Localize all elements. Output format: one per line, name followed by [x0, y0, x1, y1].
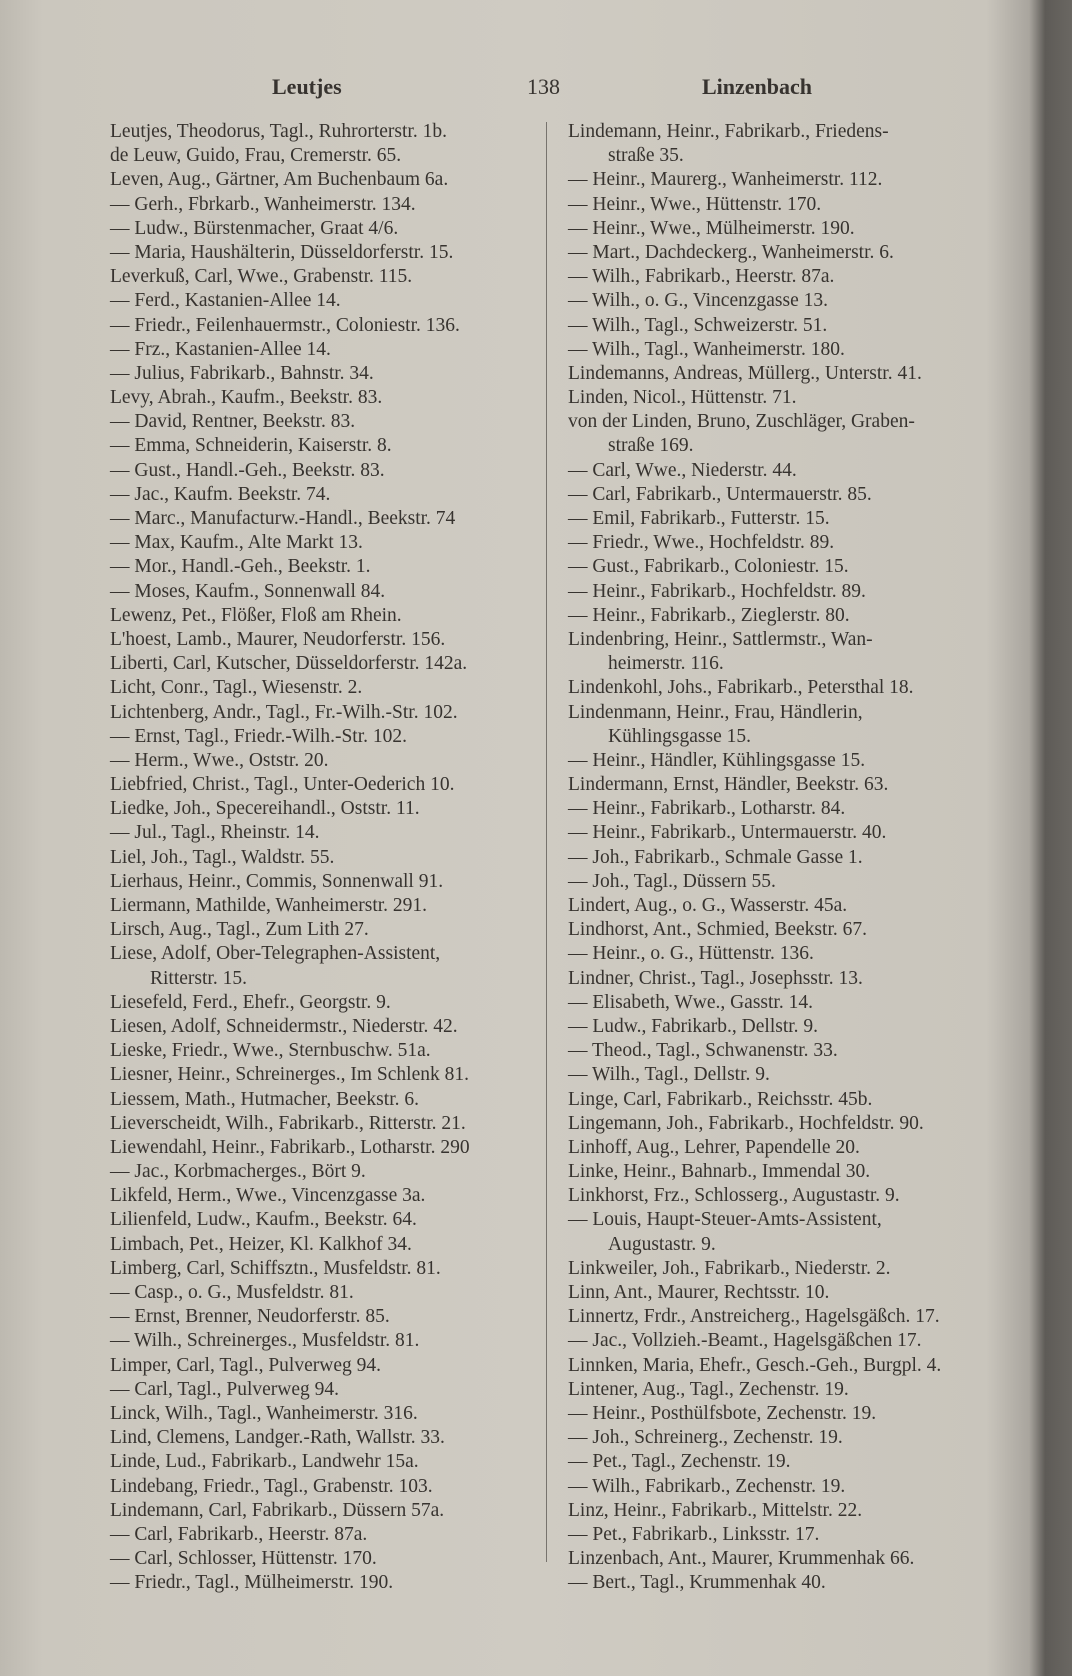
directory-entry: Linge, Carl, Fabrikarb., Reichsstr. 45b.: [568, 1088, 873, 1110]
directory-entry: — Wilh., Tagl., Wanheimerstr. 180.: [568, 338, 845, 360]
directory-entry: — Jac., Korbmacherges., Bört 9.: [110, 1161, 366, 1183]
directory-entry: — Marc., Manufacturw.-Handl., Beekstr. 74: [110, 508, 456, 529]
directory-entry: — Carl, Fabrikarb., Untermauerstr. 85.: [568, 483, 872, 505]
directory-entry: — Joh., Fabrikarb., Schmale Gasse 1.: [568, 846, 863, 868]
directory-entry: Lindemanns, Andreas, Müllerg., Unterstr. 41.: [568, 362, 922, 384]
directory-entry: — Heinr., Maurerg., Wanheimerstr. 112.: [568, 169, 883, 191]
directory-entry: — Friedr., Wwe., Hochfeldstr. 89.: [568, 532, 835, 554]
directory-entry: — Pet., Fabrikarb., Linksstr. 17.: [568, 1523, 820, 1545]
directory-entry: — Wilh., Fabrikarb., Zechenstr. 19.: [568, 1475, 846, 1497]
directory-entry: Liese, Adolf, Ober-Telegraphen-Assistent,: [110, 943, 441, 965]
directory-entry-continuation: straße 169.: [608, 435, 694, 457]
directory-entry: — Gust., Handl.-Geh., Beekstr. 83.: [110, 459, 385, 481]
directory-entry: Lierhaus, Heinr., Commis, Sonnenwall 91.: [110, 870, 444, 892]
directory-entry: Lindenbring, Heinr., Sattlermstr., Wan-: [568, 628, 873, 650]
directory-entry: Liermann, Mathilde, Wanheimerstr. 291.: [110, 895, 428, 916]
directory-entry: — Heinr., Wwe., Hüttenstr. 170.: [568, 193, 822, 215]
directory-entry: — Ludw., Bürstenmacher, Graat 4/6.: [110, 217, 399, 239]
directory-entry: Liedke, Joh., Specereihandl., Oststr. 11.: [110, 798, 420, 820]
running-head-right: Linzenbach: [702, 74, 813, 99]
directory-entry: — Jul., Tagl., Rheinstr. 14.: [110, 822, 320, 844]
directory-entry-continuation: Kühlingsgasse 15.: [608, 725, 751, 747]
directory-entry: Linnken, Maria, Ehefr., Gesch.-Geh., Burgpl. 4.: [568, 1354, 942, 1376]
directory-entry: — Emma, Schneiderin, Kaiserstr. 8.: [110, 435, 392, 457]
directory-entry: Limbach, Pet., Heizer, Kl. Kalkhof 34.: [110, 1233, 412, 1255]
column-divider: [546, 122, 547, 1562]
directory-entry: Limper, Carl, Tagl., Pulverweg 94.: [110, 1354, 381, 1376]
directory-entry: — Max, Kaufm., Alte Markt 13.: [110, 532, 363, 554]
directory-entry: — Ernst, Brenner, Neudorferstr. 85.: [110, 1306, 390, 1328]
directory-entry: Linde, Lud., Fabrikarb., Landwehr 15a.: [110, 1451, 419, 1473]
directory-entry: Lindenkohl, Johs., Fabrikarb., Petersthal 18.: [568, 677, 914, 699]
directory-entry: Linden, Nicol., Hüttenstr. 71.: [568, 387, 797, 409]
directory-entry: Linke, Heinr., Bahnarb., Immendal 30.: [568, 1161, 871, 1183]
directory-entry: Liebfried, Christ., Tagl., Unter-Oederich 10.: [110, 774, 455, 796]
left-column: [110, 120, 540, 1595]
directory-entry: — Julius, Fabrikarb., Bahnstr. 34.: [110, 362, 374, 384]
directory-entry: — Ludw., Fabrikarb., Dellstr. 9.: [568, 1015, 819, 1037]
directory-entry: — Ernst, Tagl., Friedr.-Wilh.-Str. 102.: [110, 725, 408, 747]
directory-entry: Linkhorst, Frz., Schlosserg., Augustastr. 9.: [568, 1185, 900, 1207]
directory-entry: — Wilh., Tagl., Dellstr. 9.: [568, 1064, 770, 1086]
directory-entry: — Wilh., Tagl., Schweizerstr. 51.: [568, 314, 828, 336]
directory-entry: — Carl, Schlosser, Hüttenstr. 170.: [110, 1548, 377, 1570]
directory-entry: — Maria, Haushälterin, Düsseldorferstr. 15.: [110, 241, 454, 263]
directory-entry: Licht, Conr., Tagl., Wiesenstr. 2.: [110, 677, 363, 699]
directory-entry: — Carl, Wwe., Niederstr. 44.: [568, 459, 797, 481]
directory-entry: Liessem, Math., Hutmacher, Beekstr. 6.: [110, 1088, 419, 1110]
directory-entry: Liesner, Heinr., Schreinerges., Im Schlenk 81.: [110, 1064, 469, 1086]
directory-entry: Liesen, Adolf, Schneidermstr., Niederstr. 42.: [110, 1015, 458, 1037]
directory-entry: — Gerh., Fbrkarb., Wanheimerstr. 134.: [110, 193, 416, 215]
directory-entry: — Carl, Tagl., Pulverweg 94.: [110, 1378, 339, 1400]
directory-entry: — Joh., Tagl., Düssern 55.: [568, 870, 776, 892]
page-number: 138: [527, 74, 560, 99]
directory-entry: — Heinr., Händler, Kühlingsgasse 15.: [568, 749, 866, 771]
directory-entry: Linhoff, Aug., Lehrer, Papendelle 20.: [568, 1136, 860, 1158]
directory-entry: — Carl, Fabrikarb., Heerstr. 87a.: [110, 1523, 368, 1545]
directory-entry: Lewenz, Pet., Flößer, Floß am Rhein.: [110, 604, 402, 626]
directory-entry: — Gust., Fabrikarb., Coloniestr. 15.: [568, 556, 849, 578]
directory-entry: — Wilh., Schreinerges., Musfeldstr. 81.: [110, 1330, 420, 1352]
directory-entry: — Heinr., o. G., Hüttenstr. 136.: [568, 943, 814, 965]
directory-entry: — Heinr., Fabrikarb., Lotharstr. 84.: [568, 798, 846, 820]
directory-entry: Lindemann, Carl, Fabrikarb., Düssern 57a.: [110, 1499, 445, 1521]
directory-entry: — Friedr., Tagl., Mülheimerstr. 190.: [110, 1572, 394, 1594]
running-head-left: Leutjes: [272, 74, 342, 99]
directory-entry-continuation: Augustastr. 9.: [608, 1233, 716, 1255]
directory-entry: — Ferd., Kastanien-Allee 14.: [110, 290, 341, 312]
directory-entry: — Heinr., Fabrikarb., Hochfeldstr. 89.: [568, 580, 866, 602]
directory-entry: — Theod., Tagl., Schwanenstr. 33.: [568, 1040, 838, 1062]
directory-entry: Linkweiler, Joh., Fabrikarb., Niederstr. 2.: [568, 1257, 891, 1279]
directory-entry: — Moses, Kaufm., Sonnenwall 84.: [110, 580, 386, 602]
directory-entry: Lindner, Christ., Tagl., Josephsstr. 13.: [568, 967, 863, 989]
directory-entry: Lind, Clemens, Landger.-Rath, Wallstr. 33.: [110, 1427, 445, 1449]
directory-entry: Lindemann, Heinr., Fabrikarb., Friedens-: [568, 121, 889, 142]
directory-entry: Linnertz, Frdr., Anstreicherg., Hagelsgäßch. 17.: [568, 1306, 940, 1328]
directory-entry: Leverkuß, Carl, Wwe., Grabenstr. 115.: [110, 266, 413, 288]
directory-entry: Liberti, Carl, Kutscher, Düsseldorferstr. 142a.: [110, 653, 468, 675]
directory-entry: — Mart., Dachdeckerg., Wanheimerstr. 6.: [568, 241, 894, 263]
directory-entry: — Jac., Kaufm. Beekstr. 74.: [110, 483, 331, 505]
directory-entry: — Elisabeth, Wwe., Gasstr. 14.: [568, 991, 813, 1013]
directory-entry: von der Linden, Bruno, Zuschläger, Graben-: [568, 411, 915, 433]
directory-entry: — Emil, Fabrikarb., Futterstr. 15.: [568, 508, 830, 529]
directory-entry: Lieverscheidt, Wilh., Fabrikarb., Ritterstr. 21.: [110, 1112, 466, 1134]
directory-entry-continuation: Ritterstr. 15.: [150, 967, 247, 989]
directory-entry: Lindhorst, Ant., Schmied, Beekstr. 67.: [568, 919, 867, 941]
directory-entry: Liewendahl, Heinr., Fabrikarb., Lotharstr. 290: [110, 1136, 470, 1158]
directory-entry: — Herm., Wwe., Oststr. 20.: [110, 749, 329, 771]
directory-entry: — Mor., Handl.-Geh., Beekstr. 1.: [110, 556, 371, 578]
directory-entry: de Leuw, Guido, Frau, Cremerstr. 65.: [110, 145, 402, 167]
directory-entry: Lintener, Aug., Tagl., Zechenstr. 19.: [568, 1378, 849, 1400]
directory-entry: — David, Rentner, Beekstr. 83.: [110, 411, 356, 433]
directory-entry: Liel, Joh., Tagl., Waldstr. 55.: [110, 846, 335, 868]
directory-entry: Lindert, Aug., o. G., Wasserstr. 45a.: [568, 895, 848, 916]
directory-entry: Linz, Heinr., Fabrikarb., Mittelstr. 22.: [568, 1499, 863, 1521]
directory-entry: — Wilh., Fabrikarb., Heerstr. 87a.: [568, 266, 835, 288]
directory-entry-continuation: heimerstr. 116.: [608, 653, 724, 675]
directory-entry: Linck, Wilh., Tagl., Wanheimerstr. 316.: [110, 1402, 418, 1424]
directory-entry: — Heinr., Fabrikarb., Zieglerstr. 80.: [568, 604, 850, 626]
directory-entry: — Jac., Vollzieh.-Beamt., Hagelsgäßchen 17.: [568, 1330, 922, 1352]
right-column: [568, 120, 1008, 1595]
directory-entry: — Heinr., Posthülfsbote, Zechenstr. 19.: [568, 1402, 877, 1424]
directory-entry: Lirsch, Aug., Tagl., Zum Lith 27.: [110, 919, 369, 941]
directory-entry: — Heinr., Wwe., Mülheimerstr. 190.: [568, 217, 855, 239]
directory-entry: Likfeld, Herm., Wwe., Vincenzgasse 3a.: [110, 1185, 426, 1207]
directory-entry: L'hoest, Lamb., Maurer, Neudorferstr. 156.: [110, 628, 446, 650]
directory-entry: Lindermann, Ernst, Händler, Beekstr. 63.: [568, 774, 889, 796]
directory-entry: Levy, Abrah., Kaufm., Beekstr. 83.: [110, 387, 383, 409]
directory-entry: Lindenmann, Heinr., Frau, Händlerin,: [568, 701, 863, 723]
directory-entry: Liesefeld, Ferd., Ehefr., Georgstr. 9.: [110, 991, 391, 1013]
directory-entry: — Louis, Haupt-Steuer-Amts-Assistent,: [568, 1209, 882, 1231]
directory-entry: Lieske, Friedr., Wwe., Sternbuschw. 51a.: [110, 1040, 431, 1062]
directory-entry: — Bert., Tagl., Krummenhak 40.: [568, 1572, 826, 1594]
directory-entry: Linn, Ant., Maurer, Rechtsstr. 10.: [568, 1282, 830, 1303]
directory-entry: Lindebang, Friedr., Tagl., Grabenstr. 103.: [110, 1475, 433, 1497]
directory-entry: — Heinr., Fabrikarb., Untermauerstr. 40.: [568, 822, 887, 844]
directory-entry-continuation: straße 35.: [608, 145, 684, 167]
directory-entry: — Joh., Schreinerg., Zechenstr. 19.: [568, 1427, 843, 1449]
directory-entry: Linzenbach, Ant., Maurer, Krummenhak 66.: [568, 1548, 915, 1570]
directory-entry: — Pet., Tagl., Zechenstr. 19.: [568, 1451, 791, 1473]
directory-entry: Lingemann, Joh., Fabrikarb., Hochfeldstr. 90.: [568, 1112, 924, 1134]
directory-entry: Lichtenberg, Andr., Tagl., Fr.-Wilh.-Str. 102.: [110, 701, 458, 723]
directory-entry: — Wilh., o. G., Vincenzgasse 13.: [568, 290, 828, 312]
directory-entry: — Friedr., Feilenhauermstr., Coloniestr. 136.: [110, 314, 460, 336]
directory-entry: — Casp., o. G., Musfeldstr. 81.: [110, 1282, 354, 1303]
directory-entry: Leutjes, Theodorus, Tagl., Ruhrorterstr. 1b.: [110, 121, 447, 142]
directory-entry: Lilienfeld, Ludw., Kaufm., Beekstr. 64.: [110, 1209, 417, 1231]
directory-entry: — Frz., Kastanien-Allee 14.: [110, 338, 331, 360]
directory-entry: Leven, Aug., Gärtner, Am Buchenbaum 6a.: [110, 169, 449, 191]
directory-entry: Limberg, Carl, Schiffsztn., Musfeldstr. 81.: [110, 1257, 441, 1279]
